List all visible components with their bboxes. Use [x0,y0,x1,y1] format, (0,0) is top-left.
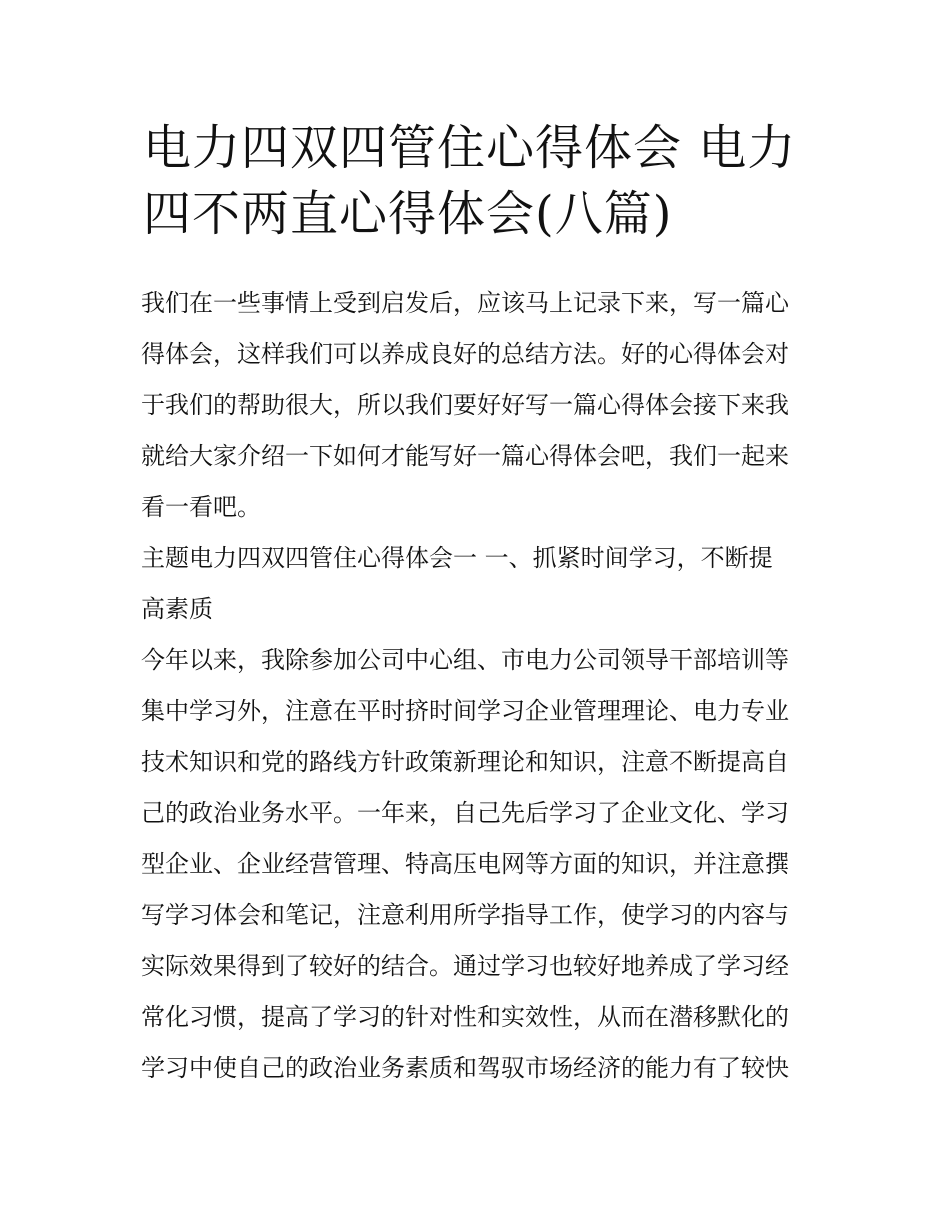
paragraph-line: 得体会，这样我们可以养成良好的总结方法。好的心得体会对 [141,340,789,368]
paragraph-line: 实际效果得到了较好的结合。通过学习也较好地养成了学习经 [141,952,789,980]
paragraph-line: 就给大家介绍一下如何才能写好一篇心得体会吧，我们一起来 [141,442,789,470]
paragraph-line: 己的政治业务水平。一年来，自己先后学习了企业文化、学习 [141,799,789,827]
paragraph-line: 集中学习外，注意在平时挤时间学习企业管理理论、电力专业 [141,697,789,725]
paragraph-line: 我们在一些事情上受到启发后，应该马上记录下来，写一篇心 [141,289,789,317]
document-title [143,115,823,247]
paragraph-line: 型企业、企业经营管理、特高压电网等方面的知识，并注意撰 [141,850,789,878]
paragraph-line: 看一看吧。 [141,493,261,521]
section-heading-line: 主题电力四双四管住心得体会一 一、抓紧时间学习，不断提 [141,544,773,572]
paragraph-line: 于我们的帮助很大，所以我们要好好写一篇心得体会接下来我 [141,391,789,419]
paragraph-line: 常化习惯，提高了学习的针对性和实效性，从而在潜移默化的 [141,1003,789,1031]
document-body [141,278,821,1094]
section-heading-line: 高素质 [141,595,213,623]
title-line: 电力四双四管住心得体会 电力 [143,120,797,176]
title-line: 四不两直心得体会(八篇) [143,186,673,242]
paragraph-line: 技术知识和党的路线方针政策新理论和知识，注意不断提高自 [141,748,789,776]
paragraph-line: 学习中使自己的政治业务素质和驾驭市场经济的能力有了较快 [141,1054,789,1082]
paragraph-line: 写学习体会和笔记，注意利用所学指导工作，使学习的内容与 [141,901,789,929]
paragraph-line: 今年以来，我除参加公司中心组、市电力公司领导干部培训等 [141,646,789,674]
